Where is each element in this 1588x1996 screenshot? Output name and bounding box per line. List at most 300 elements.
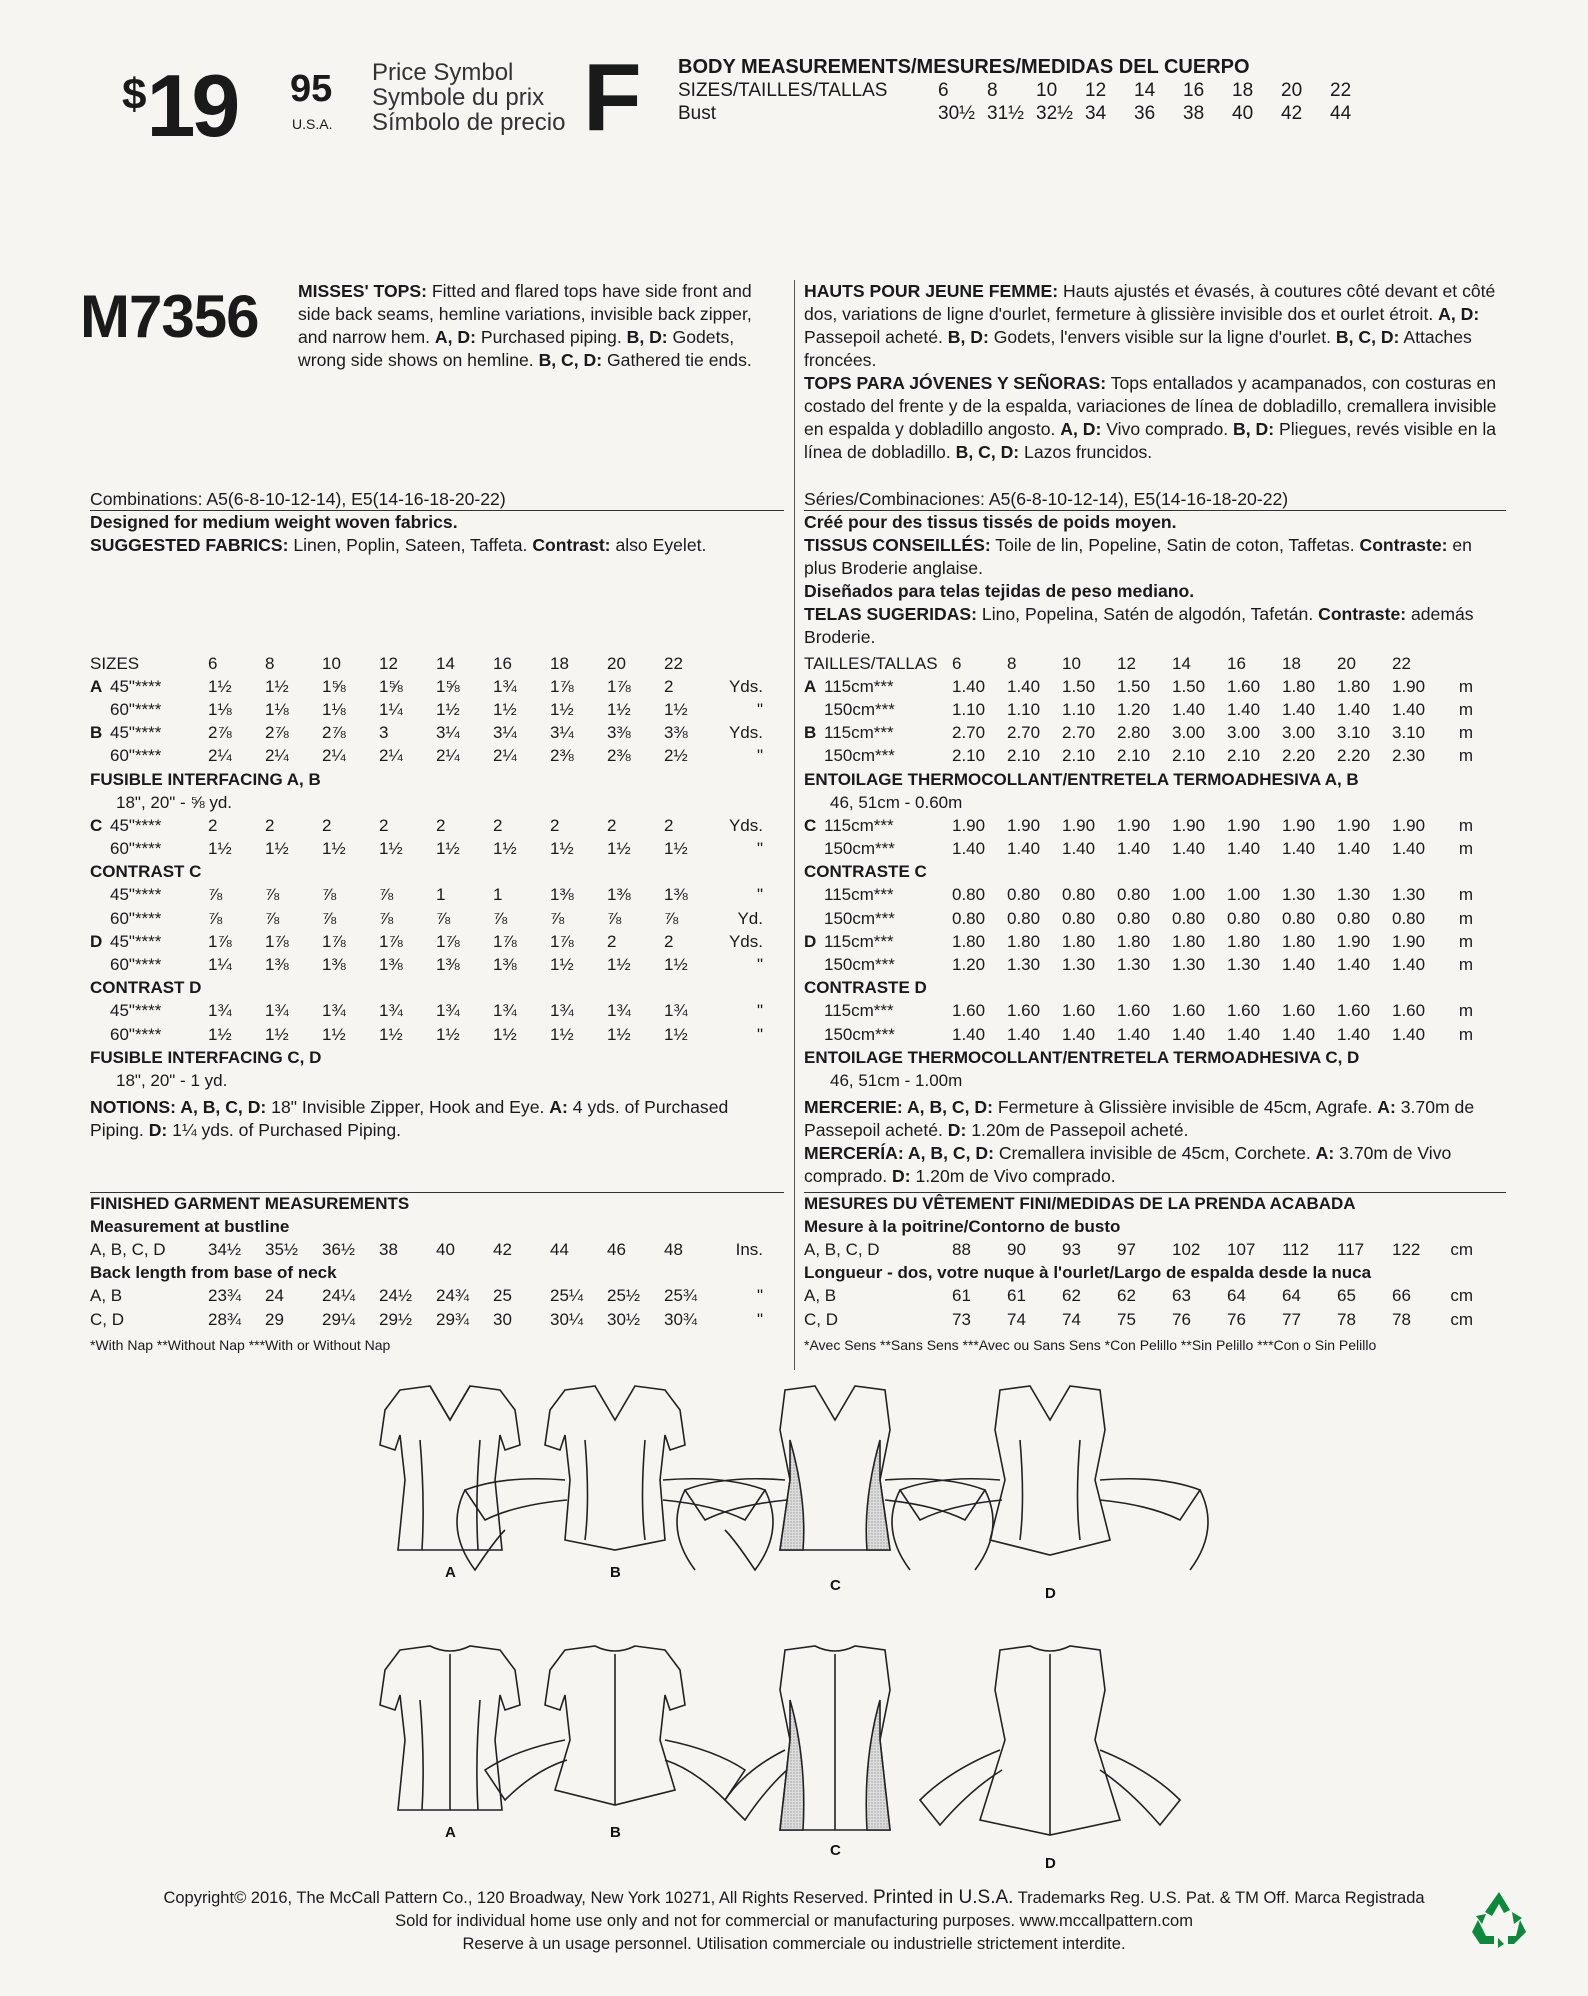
yardage-cell: 1⅝ (322, 676, 346, 696)
yardage-cell: 0.80 (1117, 908, 1151, 928)
view-label-b: B (610, 1564, 621, 1581)
yardage-cell: m (1458, 931, 1473, 951)
yardage-row (804, 675, 1473, 698)
yardage-cell: 2¼ (265, 746, 289, 766)
yardage-cell: 2¼ (322, 746, 346, 766)
yardage-cell: 1¾ (379, 1001, 403, 1021)
desc-es-c: B, C, D: (955, 442, 1020, 462)
yardage-cell: 1.50 (1172, 676, 1206, 696)
designed-es: Diseñados para telas tejidas de peso mediano. (804, 581, 1195, 601)
yardage-cell: 2¼ (436, 746, 460, 766)
yardage-cell: 0.80 (1282, 908, 1316, 928)
description-en (298, 280, 782, 372)
yardage-note: 46, 51cm - 0.60m (830, 792, 963, 812)
yardage-cell: 1¼ (379, 699, 403, 719)
combo-a5-es: A5 (988, 489, 1011, 509)
yardage-cell: 3.00 (1282, 723, 1316, 743)
finished-fr (804, 1192, 1473, 1353)
yardage-cell: 1.40 (1282, 839, 1316, 859)
bm-bust-cell: 31½ (987, 103, 1024, 124)
yardage-cell: 1.40 (1282, 955, 1316, 975)
desc-es-a: A, D: (1060, 419, 1102, 439)
yardage-cell: 0.80 (1062, 885, 1096, 905)
yardage-note: 46, 51cm - 1.00m (830, 1070, 963, 1090)
yardage-cell: 1.40 (1062, 1024, 1096, 1044)
yardage-cell (804, 884, 824, 907)
finished-cell: 24 (265, 1286, 284, 1306)
yardage-cell: " (756, 746, 763, 766)
bust-title: Mesure à la poitrine/Contorno de busto (804, 1216, 1121, 1236)
yardage-cell: 3 (379, 723, 389, 743)
yardage-cell: 1.80 (952, 931, 986, 951)
bm-bust-cell: 34 (1085, 103, 1107, 124)
yardage-cell: 1.00 (1227, 885, 1261, 905)
finished-cell: 30½ (607, 1309, 641, 1329)
yardage-heading: CONTRAST D (90, 978, 202, 998)
finished-cell: 77 (1282, 1309, 1301, 1329)
yardage-cell: 115cm*** (824, 676, 894, 696)
combo-a5: A5 (206, 489, 228, 509)
bm-size-cell: 12 (1085, 80, 1107, 101)
desc-es-text: Tops entallados y acampanados, con costuras en costado del frente y de la espalda, variaciones de línea de dobladillo, cremallera invisible en espalda y dobladillo angosto. (804, 373, 1497, 439)
yardage-cell: 1¾ (550, 1001, 574, 1021)
footer-trademark: Trademarks Reg. U.S. Pat. & TM Off. Marca Registrada (1017, 1889, 1425, 1907)
yardage-cell: 115cm*** (824, 723, 894, 743)
yardage-row (90, 745, 763, 768)
yardage-cell: 1½ (379, 1024, 403, 1044)
yardage-cell: 2¼ (493, 746, 517, 766)
yardage-cell: 1.10 (1007, 699, 1041, 719)
yardage-cell: 3⅜ (664, 723, 688, 743)
desc-fr-text: Hauts ajustés et évasés, à coutures côté devant et côté dos, variations de ligne d'ourlet, fermeture à glissière invisible dos et ourlet étroit. (804, 281, 1496, 324)
yardage-cell: 1.40 (1392, 955, 1426, 975)
bm-bust-cell: 42 (1281, 103, 1303, 124)
yardage-cell: 1½ (208, 1024, 232, 1044)
yardage-cell: 2 (379, 815, 389, 835)
yardage-row (804, 814, 1473, 837)
yardage-cell: 1.20 (952, 955, 986, 975)
finished-cell: A, B, C, D (90, 1239, 166, 1259)
yardage-cell: 1¾ (436, 1001, 460, 1021)
yardage-cell: 0.80 (952, 885, 986, 905)
yardage-cell: 150cm*** (824, 839, 895, 859)
suggested-text-es: Lino, Popelina, Satén de algodón, Tafetán. (981, 604, 1314, 624)
yardage-cell: ⅞ (265, 885, 280, 905)
yardage-row (804, 722, 1473, 745)
yardage-cell: 1⅜ (265, 955, 289, 975)
finished-cell: 24¼ (322, 1286, 356, 1306)
yardage-cell: 14 (1172, 653, 1191, 673)
desc-en-c: B, C, D: (538, 350, 603, 370)
yardage-cell: 2 (322, 815, 332, 835)
yardage-cell: 1⅜ (379, 955, 403, 975)
yardage-cell: 2¼ (208, 746, 232, 766)
bm-size-cell: 6 (938, 80, 949, 101)
finished-cell: 61 (952, 1286, 971, 1306)
yardage-cell: 1.90 (1172, 815, 1206, 835)
yardage-cell: 60"**** (110, 699, 162, 719)
yardage-cell: 1.40 (1172, 1024, 1206, 1044)
yardage-cell: C (804, 815, 817, 835)
yardage-row (804, 1000, 1473, 1023)
notions-t1-es: Cremallera invisible de 45cm, Corchete. (998, 1143, 1311, 1163)
yardage-cell (804, 1000, 824, 1023)
yardage-cell: 2.10 (1007, 746, 1041, 766)
yardage-row (804, 1023, 1473, 1046)
finished-cell: 25¼ (550, 1286, 584, 1306)
yardage-cell: 1.30 (1227, 955, 1261, 975)
bm-size-cell: 14 (1134, 80, 1156, 101)
yardage-cell: 1⅜ (664, 885, 688, 905)
yardage-row (90, 791, 763, 814)
yardage-cell: 1.10 (952, 699, 986, 719)
bm-bust-cell: 32½ (1036, 103, 1073, 124)
yardage-row (804, 884, 1473, 907)
yardage-row (804, 652, 1473, 675)
yardage-cell: m (1458, 908, 1473, 928)
yardage-cell: 1.40 (1282, 1024, 1316, 1044)
finished-cell: 48 (664, 1239, 683, 1259)
yardage-cell: 3¼ (436, 723, 460, 743)
yardage-cell: 2.10 (1117, 746, 1151, 766)
yardage-cell: 1.40 (1117, 1024, 1151, 1044)
contrast-label-en: Contrast: (532, 535, 611, 555)
finished-cell: 73 (952, 1309, 971, 1329)
yardage-row (804, 861, 1473, 884)
notions-fr-es (804, 1096, 1506, 1188)
yardage-row (90, 907, 763, 930)
yardage-cell: 6 (208, 653, 218, 673)
yardage-heading: CONTRASTE C (804, 862, 927, 882)
yardage-cell: 1.40 (1392, 1024, 1426, 1044)
yardage-cell: 115cm*** (824, 931, 894, 951)
yardage-cell: 2.80 (1117, 723, 1151, 743)
finished-cell: 44 (550, 1239, 569, 1259)
view-label-b-back: B (610, 1824, 621, 1841)
scan-crop (678, 128, 1458, 156)
yardage-cell: 2.70 (1062, 723, 1096, 743)
price-symbol-es: Símbolo de precio (372, 109, 566, 136)
yardage-cell: 60"**** (110, 839, 162, 859)
yardage-cell: 2⅜ (550, 746, 574, 766)
yardage-cell (90, 953, 110, 976)
finished-cell: cm (1450, 1286, 1473, 1306)
yardage-cell: 1⅛ (322, 699, 346, 719)
yardage-cell: 1.40 (1117, 839, 1151, 859)
notions-t3-fr: 1.20m de Passepoil acheté. (971, 1120, 1189, 1140)
finished-cell: 64 (1227, 1286, 1246, 1306)
yardage-row (804, 930, 1473, 953)
yardage-heading: CONTRASTE D (804, 978, 927, 998)
yardage-cell: 150cm*** (824, 955, 895, 975)
yardage-cell: Yd. (737, 908, 763, 928)
combo-a5-range: (6-8-10-12-14), (227, 489, 347, 509)
view-label-a: A (445, 1564, 456, 1581)
notions-a-fr: A: (1377, 1097, 1396, 1117)
nap-note-fr: *Avec Sens **Sans Sens ***Avec ou Sans Sens *Con Pelillo **Sin Pelillo ***Con o Sin Pelillo (804, 1337, 1377, 1354)
back-length-title: Back length from base of neck (90, 1263, 337, 1283)
desc-en-b-text: Godets, wrong side shows on hemline. (298, 327, 735, 370)
yardage-cell: 1.90 (952, 815, 986, 835)
yardage-cell: 1½ (436, 839, 460, 859)
yardage-cell: 2.20 (1282, 746, 1316, 766)
finished-title: FINISHED GARMENT MEASUREMENTS (90, 1193, 410, 1213)
yardage-cell: 8 (265, 653, 275, 673)
yardage-row (804, 768, 1473, 791)
back-length-title: Longueur - dos, votre nuque à l'ourlet/Largo de espalda desde la nuca (804, 1263, 1372, 1283)
view-d-back (920, 1646, 1180, 1835)
finished-cell: 29¼ (322, 1309, 356, 1329)
fabrics-fr-es (804, 488, 1506, 649)
yardage-cell: 1½ (664, 1024, 688, 1044)
yardage-cell: 60"**** (110, 908, 162, 928)
finished-cell: 36½ (322, 1239, 356, 1259)
yardage-cell: 2 (664, 676, 674, 696)
yardage-row (804, 745, 1473, 768)
yardage-cell: 3.10 (1392, 723, 1426, 743)
yardage-cell: 1.80 (1282, 676, 1316, 696)
yardage-cell: C (90, 815, 103, 835)
yardage-cell: 1.40 (1392, 839, 1426, 859)
finished-cell: 29 (265, 1309, 284, 1329)
yardage-row (90, 1023, 763, 1046)
desc-en-b: B, D: (626, 327, 668, 347)
contrast-text-fr: en plus Broderie anglaise. (804, 535, 1472, 578)
finished-cell: " (756, 1309, 763, 1329)
finished-cell: 74 (1062, 1309, 1081, 1329)
notions-label-en: NOTIONS: A, B, C, D: (90, 1097, 267, 1117)
yardage-cell: 1⅝ (379, 676, 403, 696)
finished-table-en (90, 1192, 763, 1331)
finished-cell: 61 (1007, 1286, 1026, 1306)
yardage-cell: 1½ (265, 676, 289, 696)
combo-e5-range-es: (14-16-18-20-22) (1155, 489, 1289, 509)
yardage-cell: 1.90 (1007, 815, 1041, 835)
yardage-cell: m (1458, 1001, 1473, 1021)
yardage-cell: Yds. (728, 723, 763, 743)
yardage-row (90, 652, 763, 675)
yardage-cell: 1⅛ (265, 699, 289, 719)
yardage-cell: 1.40 (1392, 699, 1426, 719)
view-label-a-back: A (445, 1824, 456, 1841)
yardage-cell: 1.60 (1227, 1001, 1261, 1021)
finished-cell: 38 (379, 1239, 398, 1259)
yardage-cell: ⅞ (208, 885, 223, 905)
desc-en-title: MISSES' TOPS: (298, 281, 427, 301)
yardage-cell: 2 (550, 815, 560, 835)
yardage-cell (804, 953, 824, 976)
bm-bust-cell: 44 (1330, 103, 1352, 124)
desc-en-text: Fitted and flared tops have side front and side back seams, hemline variations, invisible back zipper, and narrow hem. (298, 281, 752, 347)
notions-label-fr: MERCERIE: A, B, C, D: (804, 1097, 993, 1117)
finished-cell: C, D (90, 1309, 124, 1329)
yardage-cell: 2.30 (1392, 746, 1426, 766)
notions-t3-es: 1.20m de Vivo comprado. (915, 1166, 1116, 1186)
yardage-cell: 2 (208, 815, 218, 835)
yardage-fr (804, 652, 1473, 1093)
yardage-heading: CONTRAST C (90, 862, 202, 882)
view-d-front (892, 1386, 1208, 1570)
yardage-cell: 1¾ (493, 676, 517, 696)
yardage-row (90, 1046, 763, 1069)
bm-size-cell: 10 (1036, 80, 1058, 101)
sizes-label: SIZES/TAILLES/TALLAS (678, 80, 888, 101)
yardage-cell: 1.30 (1117, 955, 1151, 975)
yardage-cell: 1.30 (1007, 955, 1041, 975)
yardage-cell (804, 698, 824, 721)
yardage-cell: 1½ (664, 699, 688, 719)
yardage-row (90, 838, 763, 861)
combinations-label-es: Séries/Combinaciones: (804, 489, 985, 509)
yardage-cell: 1⅞ (208, 931, 232, 951)
yardage-cell: 1½ (322, 839, 346, 859)
yardage-cell: Yds. (728, 676, 763, 696)
yardage-cell (90, 884, 110, 907)
yardage-cell: 1.40 (1337, 699, 1371, 719)
yardage-cell: 8 (1007, 653, 1017, 673)
yardage-cell: 1⅜ (436, 955, 460, 975)
yardage-cell: 1.90 (1392, 931, 1426, 951)
yardage-cell: ⅞ (436, 908, 451, 928)
desc-es-c-text: Lazos fruncidos. (1024, 442, 1153, 462)
notions-label-es: MERCERÍA: A, B, C, D: (804, 1143, 994, 1163)
yardage-cell: 1⅞ (265, 931, 289, 951)
contrast-text-en: also Eyelet. (615, 535, 707, 555)
yardage-cell: 45"**** (110, 1001, 162, 1021)
yardage-cell: ⅞ (208, 908, 223, 928)
yardage-cell: 1.60 (1227, 676, 1261, 696)
yardage-row (90, 977, 763, 1000)
yardage-cell: 1¾ (265, 1001, 289, 1021)
yardage-cell: ⅞ (322, 885, 337, 905)
view-a-back (380, 1646, 520, 1810)
yardage-cell: m (1458, 723, 1473, 743)
finished-cell: 24½ (379, 1286, 413, 1306)
yardage-cell: 0.80 (1227, 908, 1261, 928)
notions-d-fr: D: (947, 1120, 967, 1140)
yardage-note: 18", 20" - 1 yd. (116, 1070, 228, 1090)
combo-e5-range: (14-16-18-20-22) (372, 489, 506, 509)
pattern-number: M7356 (80, 283, 259, 350)
yardage-cell: 2.20 (1337, 746, 1371, 766)
yardage-cell: 0.80 (1172, 908, 1206, 928)
yardage-cell: 1⅜ (550, 885, 574, 905)
yardage-heading: ENTOILAGE THERMOCOLLANT/ENTRETELA TERMOADHESIVA A, B (804, 769, 1359, 789)
price-dollar: $ (122, 70, 147, 119)
price (122, 56, 342, 155)
finished-cell: A, B, C, D (804, 1239, 880, 1259)
yardage-cell: D (90, 931, 103, 951)
yardage-cell: 0.80 (1007, 908, 1041, 928)
finished-cell: 107 (1227, 1239, 1256, 1259)
finished-cell: 62 (1117, 1286, 1136, 1306)
yardage-cell: Yds. (728, 815, 763, 835)
technical-drawings (360, 1380, 1240, 1880)
yardage-row (90, 884, 763, 907)
yardage-cell: 1¾ (607, 1001, 631, 1021)
yardage-cell: 60"**** (110, 1024, 162, 1044)
yardage-cell: 1.40 (1337, 839, 1371, 859)
yardage-row (90, 953, 763, 976)
yardage-cell: 1¾ (208, 1001, 232, 1021)
bm-size-cell: 20 (1281, 80, 1303, 101)
desc-es-b-text: Pliegues, revés visible en la línea de dobladillo. (804, 419, 1497, 462)
yardage-heading: ENTOILAGE THERMOCOLLANT/ENTRETELA TERMOADHESIVA C, D (804, 1047, 1360, 1067)
yardage-row (804, 1046, 1473, 1069)
yardage-cell: 1½ (550, 955, 574, 975)
yardage-cell: " (756, 1001, 763, 1021)
yardage-cell: 22 (664, 653, 683, 673)
yardage-note: 18", 20" - ⅝ yd. (116, 792, 233, 812)
yardage-cell: 16 (1227, 653, 1246, 673)
yardage-cell: 1.90 (1337, 931, 1371, 951)
finished-cell: Ins. (735, 1239, 763, 1259)
bm-bust-cell: 40 (1232, 103, 1254, 124)
yardage-heading: FUSIBLE INTERFACING A, B (90, 769, 321, 789)
bm-size-cell: 8 (987, 80, 998, 101)
body-measurements-title: BODY MEASUREMENTS/MESURES/MEDIDAS DEL CUERPO (678, 56, 1250, 78)
yardage-cell: 1¾ (493, 1001, 517, 1021)
yardage-cell: 22 (1392, 653, 1411, 673)
yardage-cell: 1¾ (322, 1001, 346, 1021)
yardage-cell: " (756, 885, 763, 905)
finished-cell: 34½ (208, 1239, 242, 1259)
yardage-cell: 1.60 (1392, 1001, 1426, 1021)
yardage-cell: " (756, 955, 763, 975)
yardage-row (804, 838, 1473, 861)
notions-d-es: D: (892, 1166, 911, 1186)
finished-cell: 23¾ (208, 1286, 242, 1306)
suggested-label-fr: TISSUS CONSEILLÉS: (804, 535, 991, 555)
yardage-cell: 1.40 (1007, 839, 1041, 859)
price-country: U.S.A. (292, 116, 333, 132)
yardage-cell: A (90, 676, 103, 696)
yardage-row (90, 675, 763, 698)
yardage-cell: 1.30 (1282, 885, 1316, 905)
bm-size-cell: 18 (1232, 80, 1254, 101)
yardage-row (804, 1069, 1473, 1092)
yardage-cell: 1½ (607, 839, 631, 859)
yardage-cell: 2⅞ (208, 723, 232, 743)
finished-row (804, 1238, 1473, 1261)
desc-es-b: B, D: (1233, 419, 1275, 439)
yardage-cell (90, 1000, 110, 1023)
yardage-cell: 150cm*** (824, 699, 895, 719)
finished-cell: 76 (1172, 1309, 1191, 1329)
yardage-cell: 1.10 (1062, 699, 1096, 719)
yardage-cell: 1⅞ (550, 931, 574, 951)
yardage-cell: m (1458, 699, 1473, 719)
yardage-cell (90, 907, 110, 930)
designed-en: Designed for medium weight woven fabrics. (90, 512, 458, 532)
yardage-cell: 1⅜ (322, 955, 346, 975)
notions-t2-en: 4 yds. of Purchased Piping. (90, 1097, 729, 1140)
yardage-cell: 10 (322, 653, 341, 673)
yardage-cell: 1.60 (952, 1001, 986, 1021)
contrast-text-es: además Broderie. (804, 604, 1474, 647)
yardage-row (804, 907, 1473, 930)
finished-cell: 25½ (607, 1286, 641, 1306)
yardage-cell: 45"**** (110, 676, 162, 696)
yardage-cell: 1⅞ (607, 676, 631, 696)
finished-cell: 90 (1007, 1239, 1026, 1259)
yardage-cell: 1.80 (1062, 931, 1096, 951)
notions-t1-en: 18" Invisible Zipper, Hook and Eye. (271, 1097, 545, 1117)
notions-en (90, 1096, 784, 1142)
yardage-cell: 1.60 (1117, 1001, 1151, 1021)
yardage-cell: 1.80 (1117, 931, 1151, 951)
view-c-front (677, 1386, 993, 1570)
